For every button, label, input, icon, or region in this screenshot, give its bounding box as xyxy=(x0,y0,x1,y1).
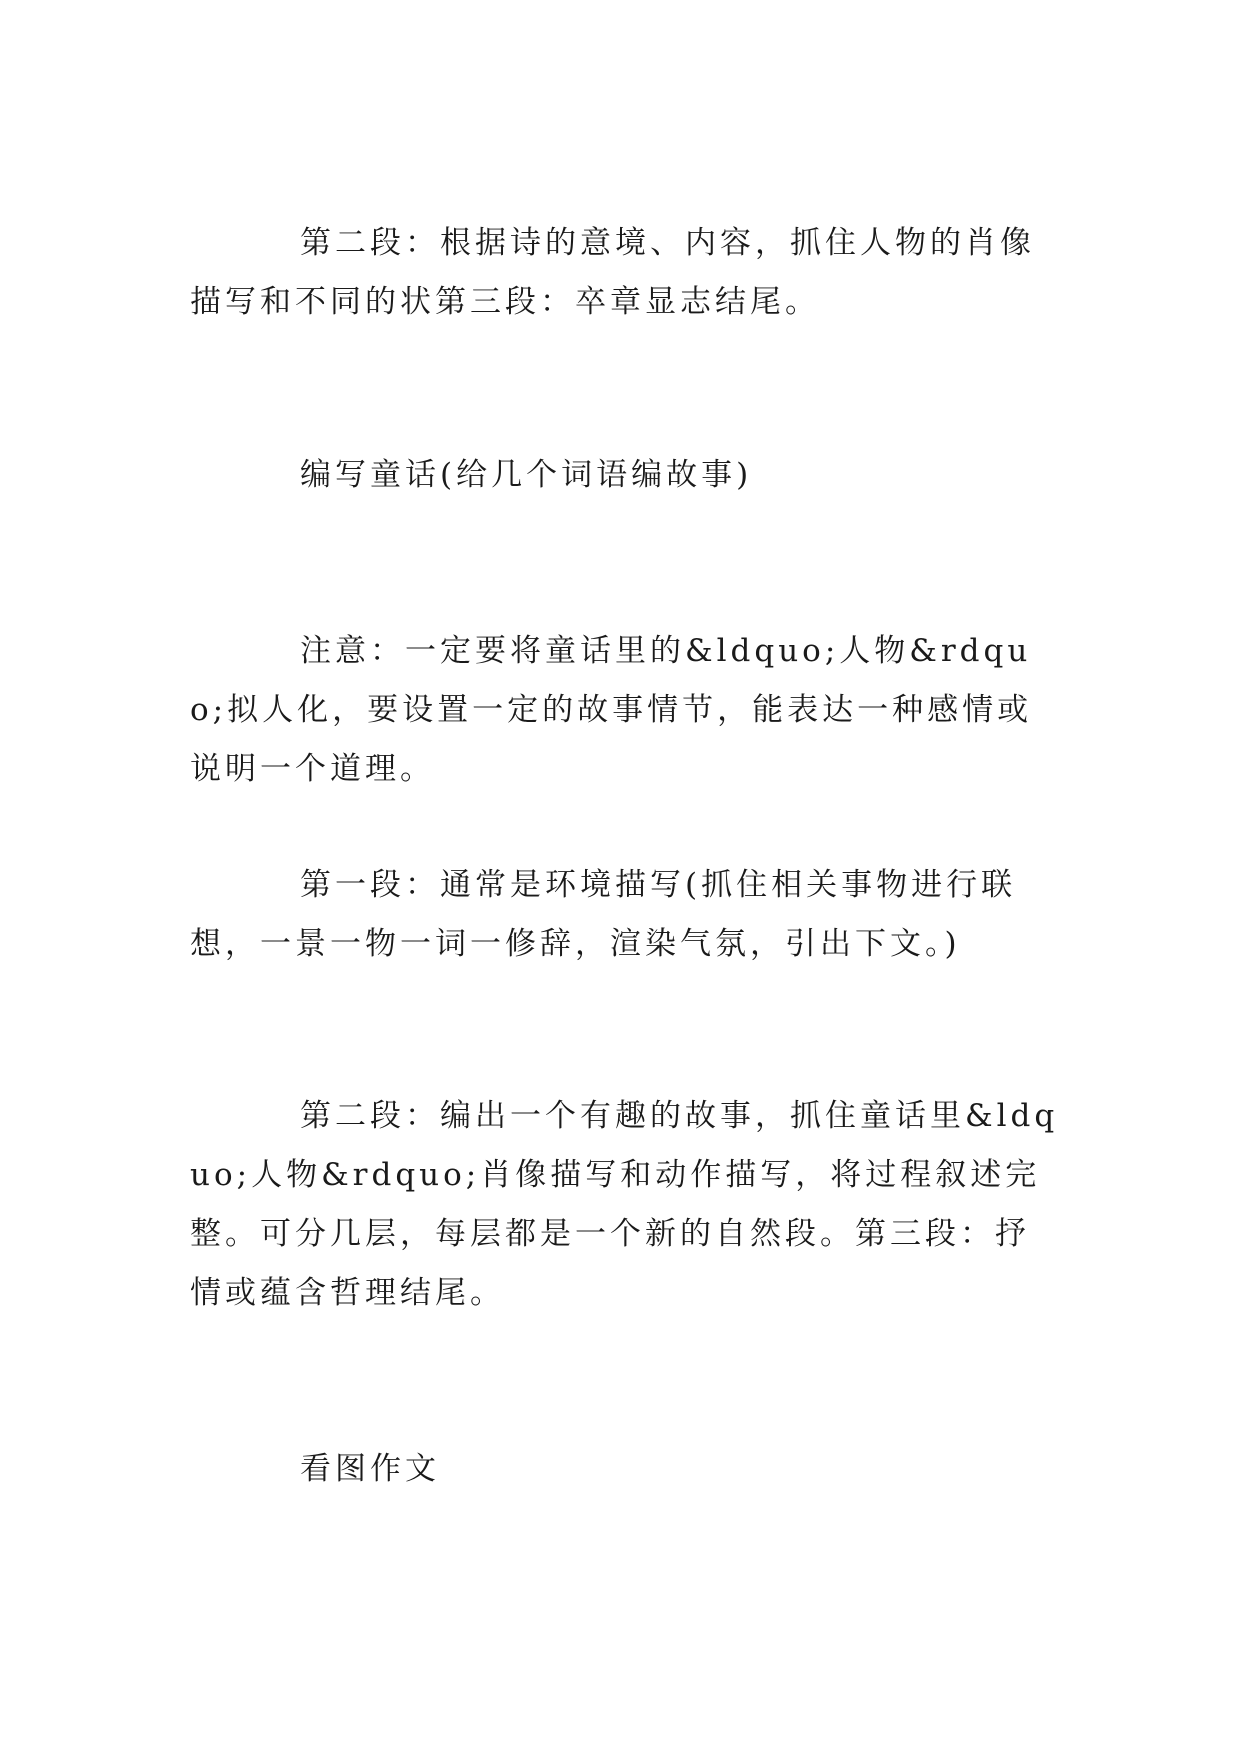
heading-fairy-tale-writing: 编写童话(给几个词语编故事) xyxy=(300,457,753,493)
heading-picture-composition: 看图作文 xyxy=(300,1451,440,1487)
paragraph-attention-note: 注意：一定要将童话里的&ldquo;人物&rdquo;拟人化，要设置一定的故事情节，能表达一种感情或说明一个道理。 xyxy=(190,633,1033,787)
paragraph-second-section-story: 第二段：编出一个有趣的故事，抓住童话里&ldquo;人物&rdquo;肖像描写和动作描写，将过程叙述完整。可分几层，每层都是一个新的自然段。第三段：抒情或蕴含哲理结尾。 xyxy=(190,1098,1059,1311)
paragraph-first-section: 第一段：通常是环境描写(抓住相关事物进行联想，一景一物一词一修辞，渲染气氛，引出下文。) xyxy=(190,867,1017,962)
paragraph-second-section-poem: 第二段：根据诗的意境、内容，抓住人物的肖像描写和不同的状第三段：卒章显志结尾。 xyxy=(190,225,1035,320)
